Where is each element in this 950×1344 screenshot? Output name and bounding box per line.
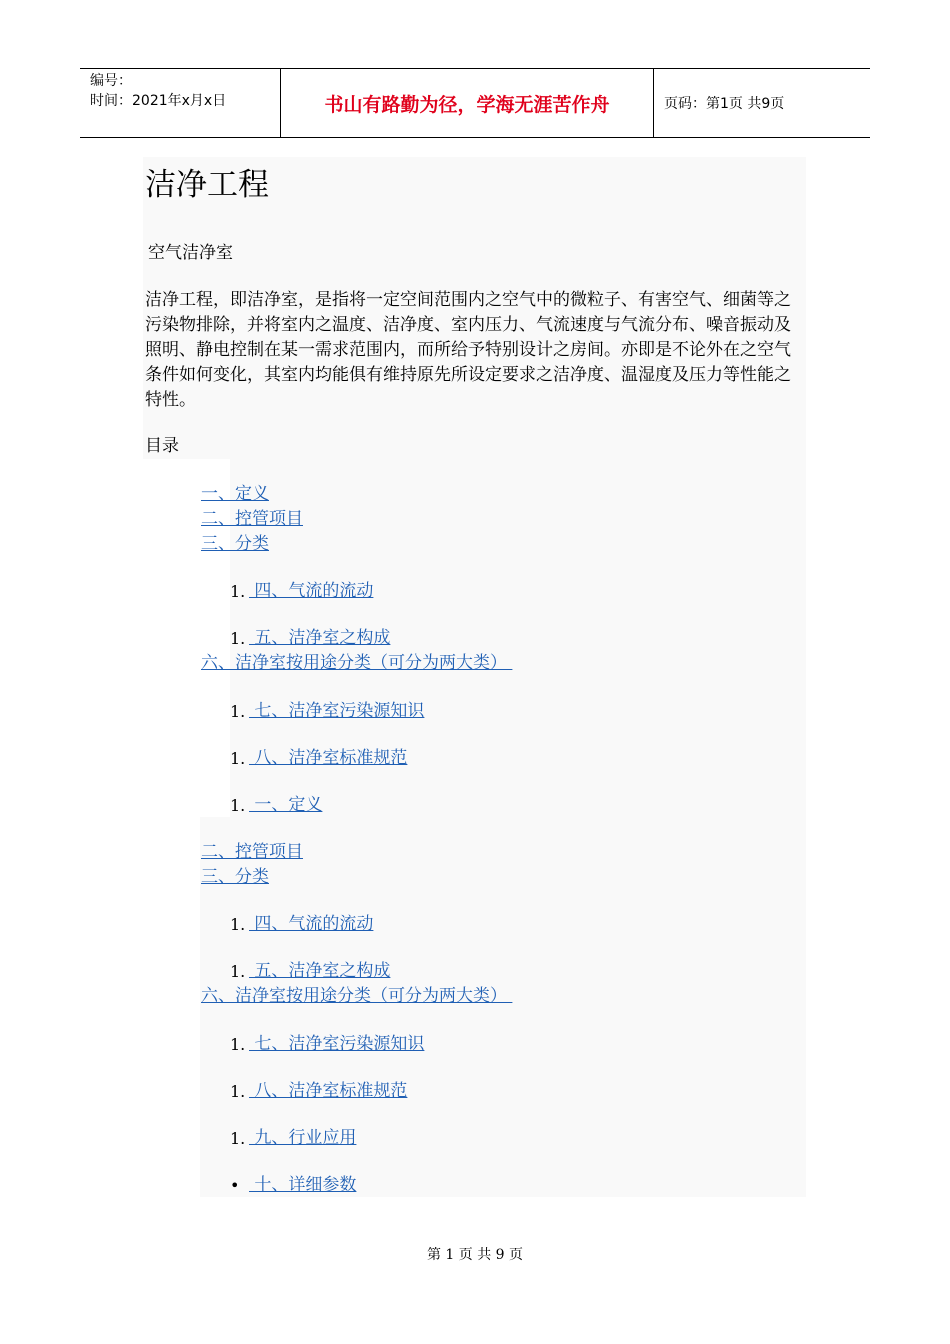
toc-link-composition-2[interactable]: 五、洁净室之构成 (249, 961, 391, 981)
toc-link-definition[interactable]: 一、定义 (201, 484, 269, 504)
list-number: 1. (230, 582, 246, 601)
toc-link-control-items-2[interactable]: 二、控管项目 (201, 842, 303, 862)
list-number: 1. (230, 749, 246, 768)
list-number: 1. (230, 915, 246, 934)
list-number: 1. (230, 702, 246, 721)
toc-link-classification-2[interactable]: 三、分类 (201, 867, 269, 887)
toc-link-usage-classification-2[interactable]: 六、洁净室按用途分类（可分为两大类） (201, 986, 513, 1006)
page-subtitle: 空气洁净室 (148, 243, 233, 263)
list-number: 1. (230, 1129, 246, 1148)
list-number: 1. (230, 629, 246, 648)
toc-link-definition-2[interactable]: 一、定义 (249, 795, 323, 815)
header-table (80, 68, 870, 138)
toc-heading: 目录 (145, 436, 179, 456)
page-title: 洁净工程 (145, 167, 269, 203)
header-meta (80, 69, 281, 137)
list-number: 1. (230, 962, 246, 981)
toc-link-pollution-sources[interactable]: 七、洁净室污染源知识 (249, 701, 425, 721)
toc-link-airflow[interactable]: 四、气流的流动 (249, 581, 374, 601)
page-footer: 第 1 页 共 9 页 (426, 1247, 524, 1263)
number-label: 编号： (90, 73, 132, 89)
toc-link-pollution-sources-2[interactable]: 七、洁净室污染源知识 (249, 1034, 425, 1054)
toc-link-standards[interactable]: 八、洁净室标准规范 (249, 748, 408, 768)
list-bullet: • (230, 1176, 240, 1195)
header-page-info: 页码：第1页 共9页 (664, 96, 785, 112)
toc-link-industry-applications[interactable]: 九、行业应用 (249, 1128, 357, 1148)
toc-link-airflow-2[interactable]: 四、气流的流动 (249, 914, 374, 934)
toc-link-usage-classification[interactable]: 六、洁净室按用途分类（可分为两大类） (201, 653, 513, 673)
list-number: 1. (230, 796, 246, 815)
time-label: 时间：2021年x月x日 (90, 93, 227, 109)
toc-link-detailed-parameters[interactable]: 十、详细参数 (249, 1175, 357, 1195)
toc-link-composition[interactable]: 五、洁净室之构成 (249, 628, 391, 648)
list-number: 1. (230, 1082, 246, 1101)
header-motto: 书山有路勤为径，学海无涯苦作舟 (281, 69, 654, 137)
toc-link-classification[interactable]: 三、分类 (201, 534, 269, 554)
list-number: 1. (230, 1035, 246, 1054)
toc-link-control-items[interactable]: 二、控管项目 (201, 509, 303, 529)
intro-paragraph: 洁净工程，即洁净室，是指将一定空间范围内之空气中的微粒子、有害空气、细菌等之污染物排除，并将室内之温度、洁净度、室内压力、气流速度与气流分布、噪音振动及照明、静电控制在某一需求范围内，而所给予特别设计之房间。亦即是不论外在之空气条件如何变化，其室内均能俱有维持原先所设定要求之洁净度、温湿度及压力等性能之特性。 (145, 290, 791, 410)
toc-link-standards-2[interactable]: 八、洁净室标准规范 (249, 1081, 408, 1101)
